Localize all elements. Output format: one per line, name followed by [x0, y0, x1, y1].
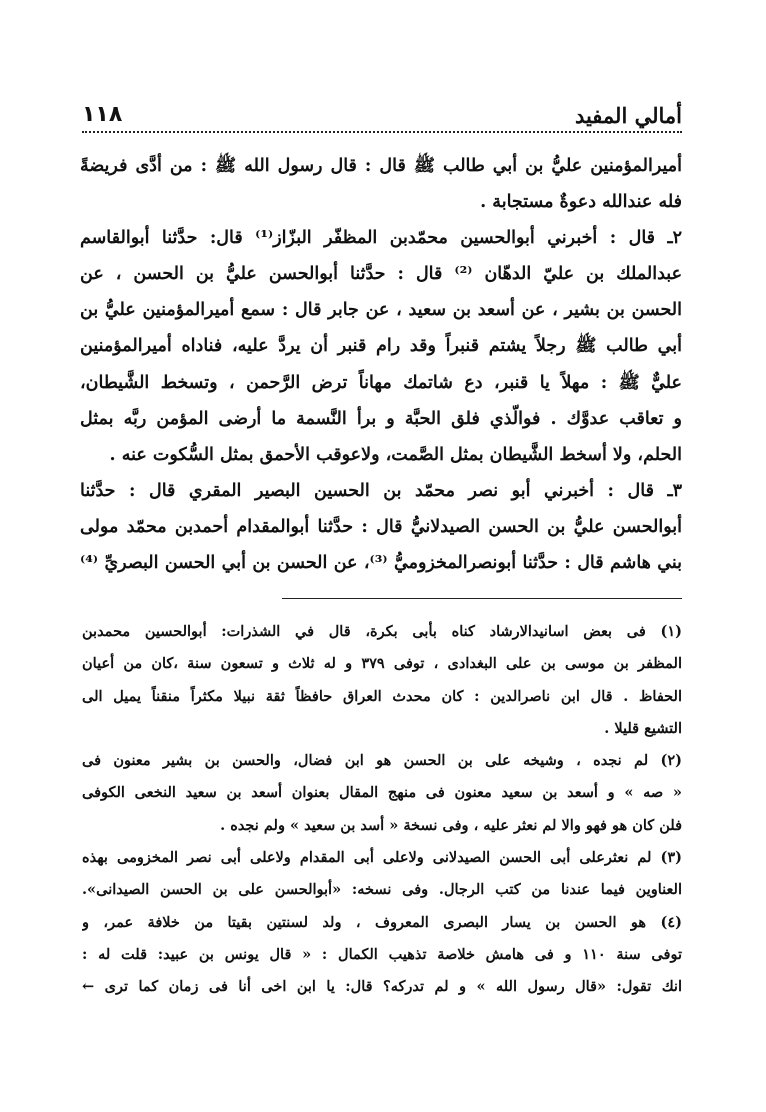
footnote-line: توفى سنة ١١٠ و فى هامش خلاصة تذهيب الكمال : « قال يونس بن عبيد: قلت له : — [82, 945, 682, 963]
footnote-line: (٤) هو الحسن بن يسار البصرى المعروف ، ولد لسنتين بقيتا من خلافة عمر، و — [82, 913, 682, 931]
footnote-line: التشيع قليلا . — [604, 719, 682, 737]
body-line: الحلم، ولا أسخط الشَّيطان بمثل الصَّمت، ولاعوقب الأحمق بمثل السُّكوت عنه . — [109, 444, 682, 465]
footnote-line: (٣) لم نعثرعلى أبى الحسن الصيدلانى ولاعلى أبى المقدام ولاعلى أبى نصر المخزومى بهذه — [82, 849, 682, 867]
body-line: عليٌّ ﷺ : مهلاً يا قنبر، دع شاتمك مهاناً ترض الرَّحمن ، وتسخط الشَّيطان، — [80, 372, 682, 393]
body-line: ٣ـ قال : أخبرني أبو نصر محمّد بن الحسين البصير المقري قال : حدَّثنا — [80, 480, 682, 501]
page-header — [82, 92, 682, 126]
footnote-line: (٢) لم نجده ، وشيخه على بن الحسن هو ابن فضال، والحسن بن بشير معنون فى — [82, 752, 682, 770]
footnote-line: « صه » و أسعد بن سعيد معنون فى منهج المقال بعنوان أسعد بن سعيد النخعى الكوفى — [82, 784, 682, 802]
footnote-line: العناوين فيما عندنا من كتب الرجال. وفى نسخه: «أبوالحسن على بن الحسن الصيدانى». — [82, 881, 682, 899]
footnotes — [82, 616, 682, 1004]
body-line: و تعاقب عدوَّك . فوالّذي فلق الحبَّة و برأ النَّسمة ما أرضى المؤمن ربَّه بمثل — [80, 408, 682, 429]
body-line: الحسن بن بشير ، عن أسعد بن سعيد ، عن جابر قال : سمع أميرالمؤمنين عليُّ بن — [80, 300, 682, 321]
footnote-line: (١) فى بعض اسانيدالارشاد كناه بأبى بكرة، قال في الشذرات: أبوالحسين محمدبن — [82, 623, 682, 640]
body-line: ٢ـ قال : أخبرني أبوالحسين محمّدبن المظفّر البزّاز⁽¹⁾ قال: حدَّثنا أبوالقاسم — [80, 228, 682, 249]
header-dotted-divider — [82, 131, 682, 133]
body-line: أبي طالب ﷺ رجلاً يشتم قنبراً وقد رام قنبر أن يردَّ عليه، فناداه أميرالمؤمنين — [80, 336, 682, 357]
body-text — [80, 148, 682, 581]
body-line: فله عندالله دعوةٌ مستجابة . — [480, 192, 682, 213]
footnote-line: انك تقول: «قال رسول الله » و لم تدركه؟ قال: يا ابن اخى أنا فى زمان كما ترى ← — [82, 978, 682, 996]
footnote-line: الحفاظ . قال ابن ناصرالدين : كان محدث العراق حافظاً ثقة نبيلا مكثراً منقناً يميل الى — [82, 687, 682, 705]
footnote-line: فلن كان هو فهو والا لم نعثر عليه ، وفى نسخة « أسد بن سعيد » ولم نجده . — [220, 816, 682, 834]
footnote-divider — [282, 598, 682, 599]
page-number: ١١٨ — [82, 102, 123, 127]
book-title: أمالي المفيد — [574, 103, 682, 128]
body-line: عبدالملك بن عليّ الدهّان ⁽²⁾ قال : حدَّثنا أبوالحسن عليُّ بن الحسن ، عن — [80, 264, 682, 285]
body-line: أبوالحسن عليُّ بن الحسن الصيدلانيُّ قال : حدَّثنا أبوالمقدام أحمدبن محمّد مولى — [80, 516, 682, 537]
footnote-line: المظفر بن موسى بن على البغدادى ، توفى ٣٧٩ و له ثلاث و تسعون سنة ،كان من أعيان — [82, 655, 682, 673]
body-line: أميرالمؤمنين عليُّ بن أبي طالب ﷺ قال : قال رسول الله ﷺ : من أدَّى فريضةً — [80, 156, 682, 176]
body-line: بني هاشم قال : حدَّثنا أبونصرالمخزوميُّ ⁽³⁾، عن الحسن بن أبي الحسن البصريِّ ⁽⁴⁾ — [80, 553, 682, 574]
